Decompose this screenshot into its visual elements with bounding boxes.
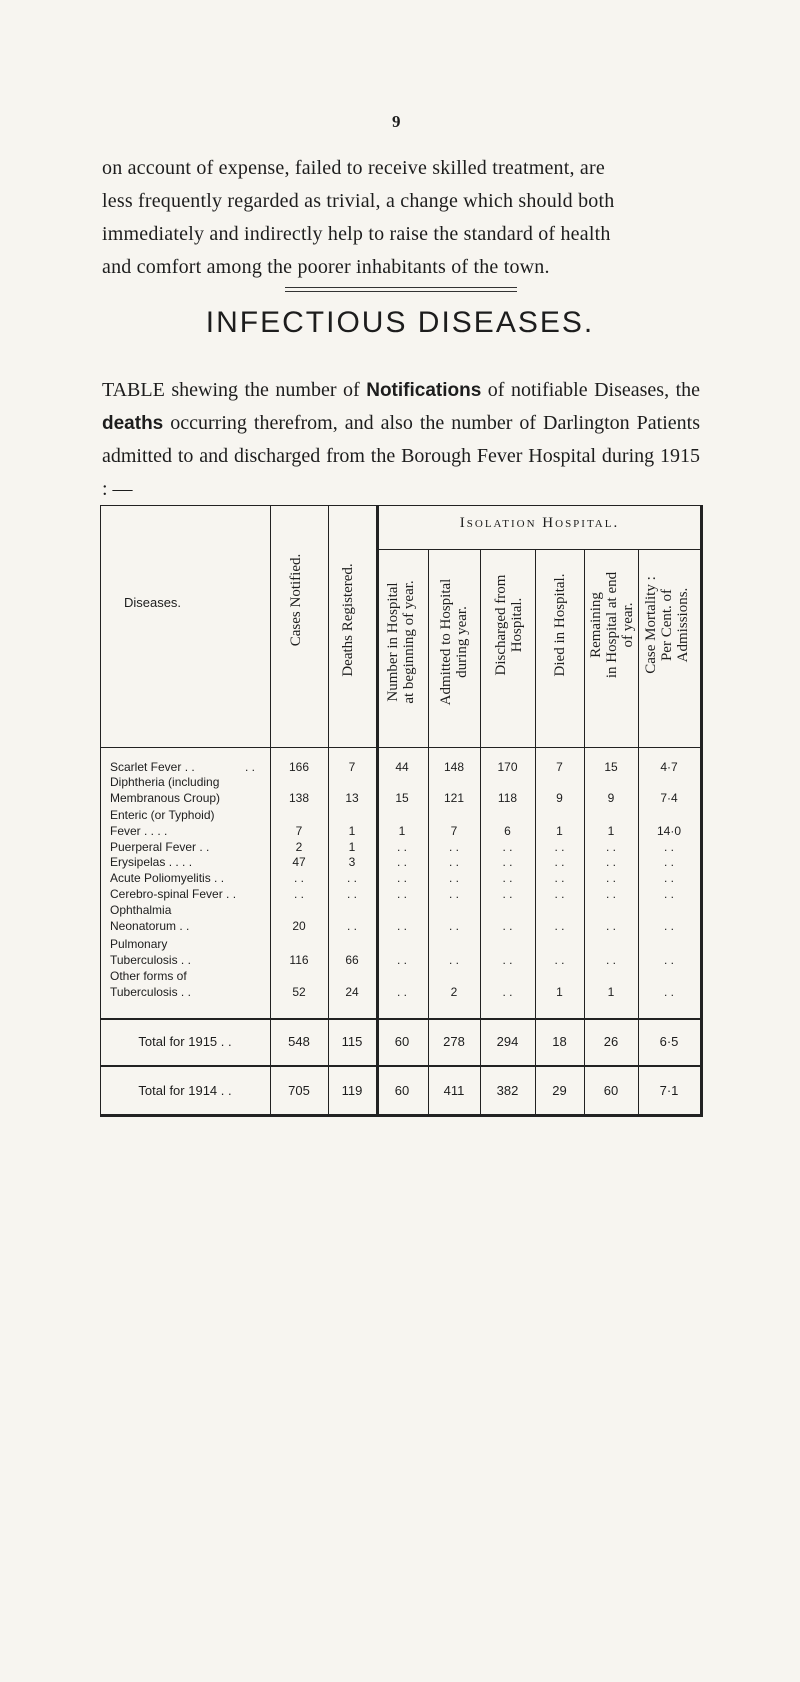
disease-name: Scarlet Fever . . bbox=[110, 760, 195, 774]
disease-name: Enteric (or Typhoid) bbox=[110, 808, 215, 822]
table-cell: 1 bbox=[348, 840, 356, 854]
disease-name: Cerebro-spinal Fever . . bbox=[110, 887, 237, 901]
table-cell: 15 bbox=[395, 791, 409, 805]
table-cell: 170 bbox=[497, 760, 518, 774]
table-cell: . . bbox=[554, 919, 565, 933]
table-cell: . . bbox=[502, 985, 513, 999]
total-cell: 411 bbox=[443, 1083, 465, 1098]
table-cell: 121 bbox=[443, 791, 465, 805]
header-diseases: Diseases. bbox=[123, 595, 182, 610]
total-cell: 705 bbox=[288, 1083, 310, 1098]
table-cell: . . bbox=[663, 953, 674, 967]
intro-paragraph bbox=[102, 152, 702, 284]
table-cell: . . bbox=[448, 855, 459, 869]
table-cell: 1 bbox=[348, 824, 356, 838]
table-cell: 7 bbox=[450, 824, 458, 838]
table-cell: 1 bbox=[398, 824, 406, 838]
table-cell: . . bbox=[554, 871, 565, 885]
caption-text: occurring therefrom, and also the number of Darlington Patients admitted to and discharged from the Borough Fever Hospital during 1915 : — bbox=[102, 412, 700, 500]
table-cell: . . bbox=[502, 953, 513, 967]
disease-name-cont: Tuberculosis . . bbox=[110, 953, 191, 967]
table-cell: . . bbox=[346, 919, 357, 933]
header-remaining: Remaining in Hospital at end of year. bbox=[588, 571, 636, 679]
table-cell: . . bbox=[554, 855, 565, 869]
table-cell: 138 bbox=[288, 791, 310, 805]
caption-bold-notifications: Notifications bbox=[366, 380, 482, 401]
table-cell: . . bbox=[396, 871, 407, 885]
row-divider bbox=[100, 1065, 703, 1067]
total-cell: 29 bbox=[552, 1083, 567, 1098]
section-title: INFECTIOUS DISEASES. bbox=[205, 306, 595, 339]
header-deaths-registered: Deaths Registered. bbox=[340, 563, 356, 677]
table-cell: 24 bbox=[345, 985, 359, 999]
table-cell: . . bbox=[605, 840, 616, 854]
table-cell: . . bbox=[448, 919, 459, 933]
disease-name: Pulmonary bbox=[110, 937, 168, 951]
disease-name: Ophthalmia bbox=[110, 903, 172, 917]
total-cell: 382 bbox=[496, 1083, 519, 1098]
table-cell: . . bbox=[605, 887, 616, 901]
header-in-hospital-start: Number in Hospital at beginning of year. bbox=[385, 580, 417, 704]
table-cell: 7 bbox=[556, 760, 563, 774]
table-cell: . . bbox=[663, 985, 674, 999]
table-cell: . . bbox=[448, 953, 459, 967]
table-cell: 2 bbox=[295, 840, 303, 854]
table-cell: . . bbox=[502, 887, 513, 901]
total-cell: 60 bbox=[394, 1083, 410, 1098]
table-cell: . . bbox=[346, 871, 357, 885]
table-cell: . . bbox=[554, 887, 565, 901]
table-cell: 9 bbox=[607, 791, 615, 805]
table-cell: . . bbox=[605, 919, 616, 933]
header-died: Died in Hospital. bbox=[552, 573, 568, 677]
disease-name-cont: Fever . . . . bbox=[110, 824, 168, 838]
total-cell: 119 bbox=[341, 1083, 363, 1098]
table-cell: 7 bbox=[348, 760, 356, 774]
table-cell: . . bbox=[396, 855, 407, 869]
table-cell: . . bbox=[396, 919, 407, 933]
table-cell: 6 bbox=[504, 824, 511, 838]
table-cell: . . bbox=[663, 919, 674, 933]
table-cell: . . bbox=[663, 855, 674, 869]
table-cell: . . bbox=[502, 919, 513, 933]
total-cell: 278 bbox=[443, 1034, 465, 1049]
table-cell: . . bbox=[663, 871, 674, 885]
table-cell: 1 bbox=[607, 985, 615, 999]
total-label: Total for 1914 . . bbox=[138, 1083, 232, 1098]
table-cell: . . bbox=[502, 871, 513, 885]
table-cell: 1 bbox=[607, 824, 615, 838]
disease-name: Puerperal Fever . . bbox=[110, 840, 210, 854]
caption-text: TABLE shewing the number of bbox=[102, 379, 360, 401]
table-cell: . . bbox=[605, 953, 616, 967]
intro-line: less frequently regarded as trivial, a change which should both bbox=[102, 190, 615, 212]
table-cell: . . bbox=[448, 871, 459, 885]
table-cell: . . bbox=[502, 840, 513, 854]
table-cell: 148 bbox=[443, 760, 465, 774]
header-admitted: Admitted to Hospital during year. bbox=[438, 578, 470, 706]
total-cell: 548 bbox=[288, 1034, 310, 1049]
caption-bold-deaths: deaths bbox=[102, 413, 164, 434]
page-number: 9 bbox=[392, 112, 401, 131]
row-divider bbox=[100, 747, 703, 748]
total-cell: 18 bbox=[552, 1034, 567, 1049]
disease-name-cont: Neonatorum . . bbox=[110, 919, 190, 933]
col-divider bbox=[376, 505, 379, 1117]
table-cell: . . bbox=[554, 840, 565, 854]
total-cell: 294 bbox=[496, 1034, 519, 1049]
table-cell: 9 bbox=[556, 791, 563, 805]
header-cases-notified: Cases Notified. bbox=[288, 553, 304, 647]
table-cell: 13 bbox=[345, 791, 359, 805]
intro-line: on account of expense, failed to receive skilled treatment, are bbox=[102, 157, 605, 179]
table-cell: 116 bbox=[289, 953, 309, 967]
table-cell: 52 bbox=[292, 985, 306, 999]
disease-name: Other forms of bbox=[110, 969, 187, 983]
total-cell: 60 bbox=[394, 1034, 410, 1049]
header-discharged: Discharged from Hospital. bbox=[493, 574, 525, 676]
table-cell: . . bbox=[396, 840, 407, 854]
table-cell: . . bbox=[293, 887, 304, 901]
table-caption bbox=[102, 374, 700, 506]
table-cell: 1 bbox=[556, 824, 563, 838]
table-cell: . . bbox=[605, 871, 616, 885]
infectious-diseases-table bbox=[100, 505, 703, 1682]
disease-name: Acute Poliomyelitis . . bbox=[110, 871, 225, 885]
table-cell: . . bbox=[346, 887, 357, 901]
row-divider bbox=[100, 1018, 703, 1020]
table-cell: 1 bbox=[556, 985, 563, 999]
table-cell: 47 bbox=[292, 855, 306, 869]
col-divider bbox=[270, 505, 271, 1117]
disease-name-cont: Membranous Croup) bbox=[110, 791, 221, 805]
intro-line: immediately and indirectly help to raise the standard of health bbox=[102, 223, 611, 245]
table-cell: 44 bbox=[395, 760, 409, 774]
total-cell: 7·1 bbox=[659, 1083, 679, 1098]
disease-name: Diphtheria (including bbox=[110, 775, 220, 789]
table-cell: 20 bbox=[292, 919, 306, 933]
table-cell: 15 bbox=[604, 760, 618, 774]
total-label: Total for 1915 . . bbox=[138, 1034, 232, 1049]
table-cell: 4·7 bbox=[660, 760, 678, 774]
intro-line: and comfort among the poorer inhabitants of the town. bbox=[102, 256, 550, 278]
table-cell: 118 bbox=[497, 791, 518, 805]
total-cell: 6·5 bbox=[659, 1034, 679, 1049]
header-isolation-hospital: Isolation Hospital. bbox=[459, 515, 620, 531]
disease-name-cont: . . bbox=[245, 760, 256, 774]
disease-name-cont: Tuberculosis . . bbox=[110, 985, 191, 999]
table-cell: . . bbox=[554, 953, 565, 967]
table-cell: . . bbox=[396, 887, 407, 901]
table-cell: . . bbox=[663, 840, 674, 854]
total-cell: 26 bbox=[603, 1034, 619, 1049]
table-cell: . . bbox=[396, 985, 407, 999]
table-cell: . . bbox=[448, 840, 459, 854]
table-cell: 14·0 bbox=[656, 824, 682, 838]
table-cell: 3 bbox=[348, 855, 356, 869]
table-cell: . . bbox=[448, 887, 459, 901]
caption-text: of notifiable Diseases, the bbox=[487, 379, 701, 401]
header-mortality: Case Mortality : Per Cent. of Admissions. bbox=[643, 576, 691, 674]
table-cell: . . bbox=[293, 871, 304, 885]
title-rule-bottom bbox=[285, 291, 517, 292]
table-cell: 7·4 bbox=[660, 791, 678, 805]
table-cell: 2 bbox=[450, 985, 458, 999]
table-cell: 166 bbox=[288, 760, 310, 774]
table-cell: 66 bbox=[345, 953, 359, 967]
title-rule-top bbox=[285, 287, 517, 288]
table-cell: . . bbox=[605, 855, 616, 869]
table-cell: . . bbox=[663, 887, 674, 901]
disease-name: Erysipelas . . . . bbox=[110, 855, 193, 869]
col-divider bbox=[328, 505, 329, 1117]
table-cell: 7 bbox=[295, 824, 303, 838]
total-cell: 115 bbox=[341, 1034, 363, 1049]
table-cell: . . bbox=[396, 953, 407, 967]
total-cell: 60 bbox=[603, 1083, 619, 1098]
table-cell: . . bbox=[502, 855, 513, 869]
